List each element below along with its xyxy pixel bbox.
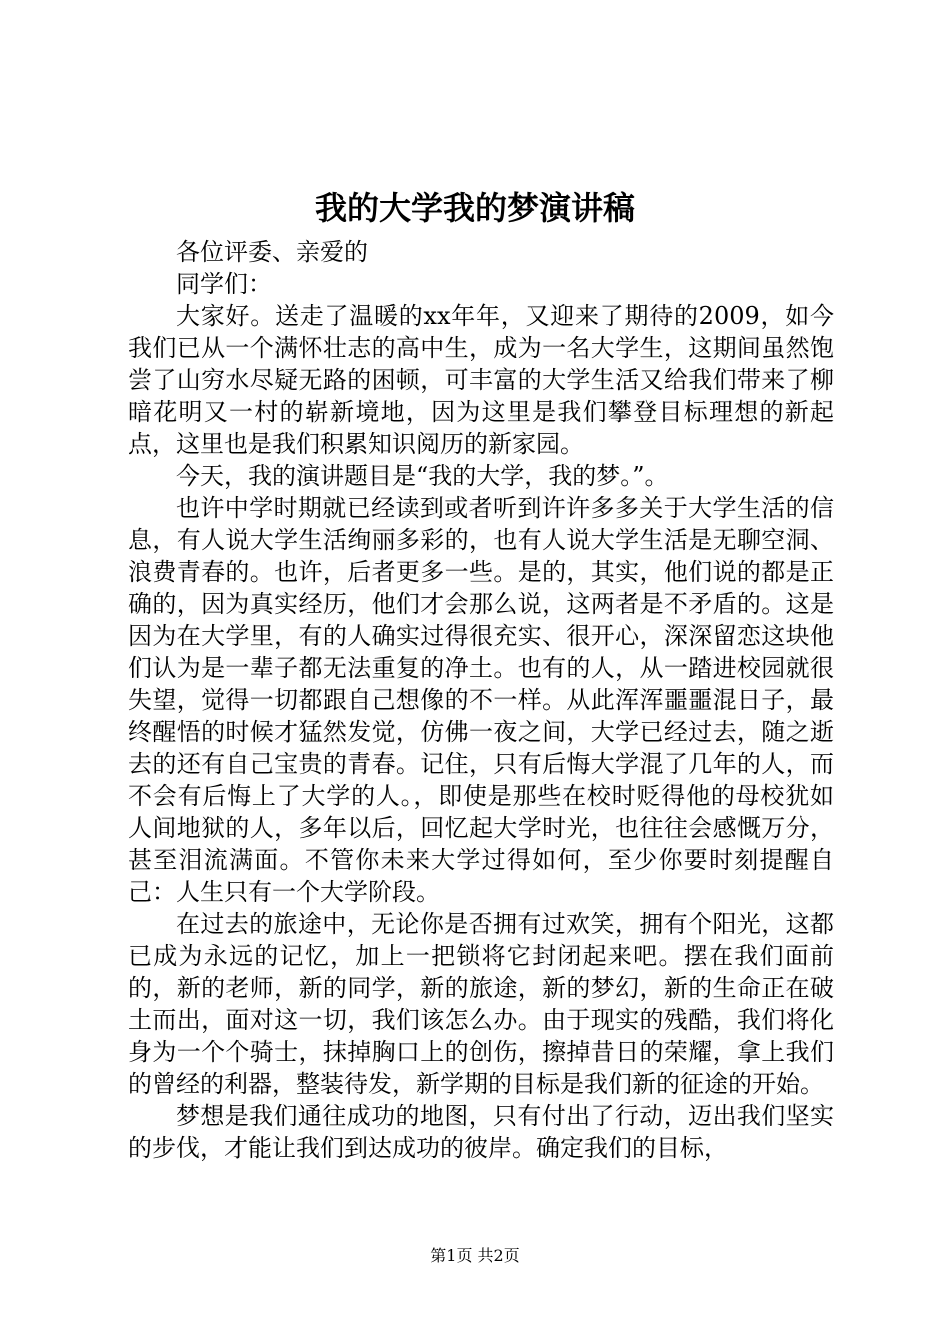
paragraph: 在过去的旅途中，无论你是否拥有过欢笑，拥有个阳光，这都已成为永远的记忆，加上一把锁将它封闭起来吧。摆在我们面前的，新的老师，新的同学，新的旅途，新的梦幻，新的生命正在破土而出，面对这一切，我们该怎么办。由于现实的残酷，我们将化身为一个个骑士，抹掉胸口上的创伤，擦掉昔日的荣耀，拿上我们的曾经的利器，整装待发，新学期的目标是我们新的征途的开始。 xyxy=(128,910,834,1098)
paragraph: 今天，我的演讲题目是“我的大学，我的梦。”。 xyxy=(176,462,669,490)
paragraph: 大家好。送走了温暖的xx年年，又迎来了期待的2009，如今我们已从一个满怀壮志的高中生，成为一名大学生，这期间虽然饱尝了山穷水尽疑无路的困顿，可丰富的大学生活又给我们带来了柳暗花明又一村的崭新境地，因为这里是我们攀登目标理想的新起点，这里也是我们积累知识阅历的新家园。 xyxy=(128,302,834,458)
salutation-line: 各位评委、亲爱的 xyxy=(176,238,368,266)
paragraph: 梦想是我们通往成功的地图，只有付出了行动，迈出我们坚实的步伐，才能让我们到达成功的彼岸。确定我们的目标， xyxy=(128,1102,834,1162)
salutation-line: 同学们： xyxy=(176,270,272,298)
page-number-footer: 第1页 共2页 xyxy=(430,1246,520,1265)
document-title: 我的大学我的梦演讲稿 xyxy=(314,189,635,227)
document-body xyxy=(128,236,834,1164)
paragraph: 也许中学时期就已经读到或者听到许许多多关于大学生活的信息，有人说大学生活绚丽多彩的，也有人说大学生活是无聊空洞、浪费青春的。也许，后者更多一些。是的，其实，他们说的都是正确的，因为真实经历，他们才会那么说，这两者是不矛盾的。这是因为在大学里，有的人确实过得很充实、很开心，深深留恋这块他们认为是一辈子都无法重复的净土。也有的人，从一踏进校园就很失望，觉得一切都跟自己想像的不一样。从此浑浑噩噩混日子，最终醒悟的时候才猛然发觉，仿佛一夜之间，大学已经过去，随之逝去的还有自己宝贵的青春。记住，只有后悔大学混了几年的人，而不会有后悔上了大学的人。，即使是那些在校时贬得他的母校犹如人间地狱的人，多年以后，回忆起大学时光，也往往会感慨万分，甚至泪流满面。不管你未来大学过得如何，至少你要时刻提醒自己：人生只有一个大学阶段。 xyxy=(128,494,834,906)
